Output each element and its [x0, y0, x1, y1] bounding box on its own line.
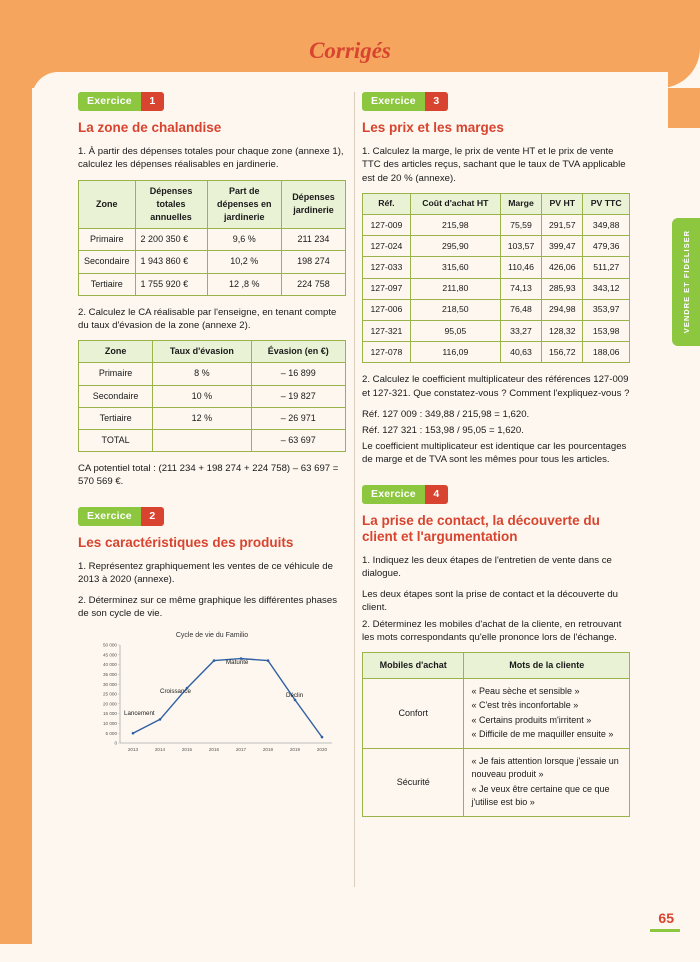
table-header-row — [79, 180, 346, 229]
list-item: « Je fais attention lorsque j'essaie un nouveau produit » — [471, 756, 619, 780]
cell: 95,05 — [410, 321, 500, 342]
exercise-3-label: Exercice — [362, 92, 425, 111]
table-row — [363, 236, 630, 257]
column-header: Zone — [79, 180, 136, 229]
exercise-2-question-2: 2. Déterminez sur ce même graphique les différentes phases de son cycle de vie. — [78, 595, 337, 620]
cell: 127-097 — [363, 278, 411, 299]
left-column — [78, 92, 346, 773]
cell: 215,98 — [410, 215, 500, 236]
column-header: Mobiles d'achat — [363, 653, 464, 679]
exercise-1-question-1: 1. À partir des dépenses totales pour chaque zone (annexe 1), calculez les dépenses réalisables en jardinerie. — [78, 146, 344, 171]
exercise-1-conclusion: CA potentiel total : (211 234 + 198 274 + 224 758) – 63 697 = 570 569 €. — [78, 463, 339, 488]
cell: 12 % — [153, 407, 251, 429]
cell-mobile: Sécurité — [363, 749, 464, 817]
exercise-4-question-2: 2. Déterminez les mobiles d'achat de la cliente, en retrouvant les mots correspondants qu'elle prononce lors de l'échange. — [362, 618, 622, 643]
cell-mots — [464, 679, 630, 749]
cell-mots — [464, 749, 630, 817]
list-item: « Difficile de me maquiller ensuite » — [471, 728, 614, 739]
cell: 9,6 % — [207, 229, 281, 251]
list-item: « Peau sèche et sensible » — [471, 686, 580, 697]
cell: 511,27 — [583, 257, 630, 278]
cell: 116,09 — [410, 342, 500, 363]
section-side-tab-label: VENDRE ET FIDÉLISER — [681, 230, 691, 334]
cell: 353,97 — [583, 299, 630, 320]
cell: Primaire — [79, 229, 136, 251]
cell: 128,32 — [542, 321, 583, 342]
table-row — [79, 251, 346, 273]
exercise-3-answer-line-2: Réf. 127 321 : 153,98 / 95,05 = 1,620. — [362, 425, 524, 437]
svg-text:15 000: 15 000 — [102, 710, 117, 716]
svg-text:2020: 2020 — [316, 746, 328, 752]
exercise-4-label: Exercice — [362, 485, 425, 504]
exercise-2-label: Exercice — [78, 507, 141, 526]
cell: 294,98 — [542, 299, 583, 320]
svg-text:45 000: 45 000 — [102, 652, 117, 658]
table-row — [79, 363, 346, 385]
list-item: « Je veux être certaine que ce que j'utilise est bio » — [471, 783, 610, 807]
column-header: Dépenses jardinerie — [281, 180, 345, 229]
exercise-1-title: La zone de chalandise — [78, 120, 222, 136]
list-item: « Certains produits m'irritent » — [471, 714, 592, 725]
exercise-3-badge — [362, 92, 630, 111]
section-side-tab — [672, 218, 700, 346]
cell: 110,46 — [500, 257, 541, 278]
cell: 479,36 — [583, 236, 630, 257]
table-row — [363, 299, 630, 320]
column-header: Coût d'achat HT — [410, 193, 500, 214]
exercise-3-answer-line-1: Réf. 127 009 : 349,88 / 215,98 = 1,620. — [362, 408, 530, 420]
svg-text:25 000: 25 000 — [102, 691, 117, 697]
cell: 127-024 — [363, 236, 411, 257]
exercise-4-question-1: 1. Indiquez les deux étapes de l'entretien de vente dans ce dialogue. — [362, 554, 612, 580]
exercise-4-title: La prise de contact, la découverte du client et l'argumentation — [362, 512, 600, 544]
cell: 295,90 — [410, 236, 500, 257]
svg-text:35 000: 35 000 — [102, 671, 117, 677]
table-row — [363, 342, 630, 363]
exercise-3-title: Les prix et les marges — [362, 120, 504, 136]
cell: 156,72 — [542, 342, 583, 363]
exercise-2-number: 2 — [141, 507, 164, 526]
cell: 75,59 — [500, 215, 541, 236]
cell: 285,93 — [542, 278, 583, 299]
list-item: « C'est très inconfortable » — [471, 700, 579, 711]
column-header: Mots de la cliente — [464, 653, 630, 679]
chart-annotation-declin: Déclin — [286, 691, 304, 699]
svg-text:10 000: 10 000 — [102, 720, 117, 726]
cell: 33,27 — [500, 321, 541, 342]
cell: 10,2 % — [207, 251, 281, 273]
cell: 127-006 — [363, 299, 411, 320]
cell: 127-033 — [363, 257, 411, 278]
exercise-1-table-1 — [78, 180, 346, 296]
cell: 2 200 350 € — [135, 229, 207, 251]
svg-text:2016: 2016 — [208, 746, 220, 752]
chart-annotation-maturite: Maturité — [226, 658, 249, 666]
right-column — [362, 92, 630, 827]
exercise-4-table — [362, 652, 630, 817]
chart-svg — [86, 639, 338, 767]
page-bottom-strip — [0, 944, 700, 962]
cell: 127-078 — [363, 342, 411, 363]
column-header: Zone — [79, 341, 153, 363]
table-row — [363, 679, 630, 749]
cell: 40,63 — [500, 342, 541, 363]
svg-text:2017: 2017 — [235, 746, 247, 752]
cell: 224 758 — [281, 273, 345, 295]
column-divider — [354, 92, 355, 887]
cell: TOTAL — [79, 430, 153, 452]
svg-text:30 000: 30 000 — [102, 681, 117, 687]
cell: – 16 899 — [251, 363, 345, 385]
svg-text:2015: 2015 — [181, 746, 193, 752]
column-header: Dépenses totales annuelles — [135, 180, 207, 229]
table-row — [363, 215, 630, 236]
table-row — [79, 273, 346, 295]
cell: 426,06 — [542, 257, 583, 278]
svg-text:20 000: 20 000 — [102, 701, 117, 707]
table-header-row — [363, 193, 630, 214]
column-header: Réf. — [363, 193, 411, 214]
column-header: Marge — [500, 193, 541, 214]
cell-mobile: Confort — [363, 679, 464, 749]
table-row — [79, 407, 346, 429]
exercise-3-question-1: 1. Calculez la marge, le prix de vente HT et le prix de vente TTC des articles reçus, sachant que le taux de TVA applicable est de 20 % (annexe). — [362, 146, 626, 184]
cell: 12 ,8 % — [207, 273, 281, 295]
cell: Primaire — [79, 363, 153, 385]
page-corner-wedge — [668, 88, 700, 128]
column-header: Taux d'évasion — [153, 341, 251, 363]
cell: 349,88 — [583, 215, 630, 236]
table-row — [79, 430, 346, 452]
cell: 153,98 — [583, 321, 630, 342]
cell: 127-321 — [363, 321, 411, 342]
chart-annotation-lancement: Lancement — [124, 709, 155, 717]
exercise-3-answer-line-3: Le coefficient multiplicateur est identique car les pourcentages de marge et de TVA sont les mêmes pour tous les articles. — [362, 441, 627, 466]
cell: Tertiaire — [79, 407, 153, 429]
svg-text:5 000: 5 000 — [105, 730, 117, 736]
exercise-1-label: Exercice — [78, 92, 141, 111]
exercise-4-badge — [362, 485, 630, 504]
cell: 211 234 — [281, 229, 345, 251]
cell: – 26 971 — [251, 407, 345, 429]
cell: Secondaire — [79, 385, 153, 407]
exercise-3-question-2: 2. Calculez le coefficient multiplicateur des références 127-009 et 127-321. Que constatez-vous ? Comment l'expliquez-vous ? — [362, 374, 630, 399]
exercise-3-table — [362, 193, 630, 364]
svg-text:40 000: 40 000 — [102, 661, 117, 667]
cell: 8 % — [153, 363, 251, 385]
exercise-2-badge — [78, 507, 346, 526]
cell: 399,47 — [542, 236, 583, 257]
exercise-1-number: 1 — [141, 92, 164, 111]
table-row — [363, 257, 630, 278]
cell: 218,50 — [410, 299, 500, 320]
cell: 188,06 — [583, 342, 630, 363]
cell: 1 755 920 € — [135, 273, 207, 295]
column-header: PV HT — [542, 193, 583, 214]
column-header: Évasion (en €) — [251, 341, 345, 363]
exercise-4-answer-1: Les deux étapes sont la prise de contact et la découverte du client. — [362, 589, 619, 614]
cell: Tertiaire — [79, 273, 136, 295]
table-row — [363, 278, 630, 299]
page-number: 65 — [658, 910, 674, 926]
cell: 343,12 — [583, 278, 630, 299]
exercise-4-number: 4 — [425, 485, 448, 504]
table-header-row — [79, 341, 346, 363]
table-row — [363, 321, 630, 342]
cell: 315,60 — [410, 257, 500, 278]
svg-text:2018: 2018 — [262, 746, 274, 752]
exercise-3-number: 3 — [425, 92, 448, 111]
svg-text:50 000: 50 000 — [102, 642, 117, 648]
exercise-1-badge — [78, 92, 346, 111]
chart-annotation-croissance: Croissance — [160, 687, 191, 695]
table-row — [79, 229, 346, 251]
exercise-2-question-1: 1. Représentez graphiquement les ventes de ce véhicule de 2013 à 2020 (annexe). — [78, 560, 333, 586]
cell: 198 274 — [281, 251, 345, 273]
exercise-2-title: Les caractéristiques des produits — [78, 534, 294, 550]
column-header: PV TTC — [583, 193, 630, 214]
column-header: Part de dépenses en jardinerie — [207, 180, 281, 229]
cell: 103,57 — [500, 236, 541, 257]
svg-text:2013: 2013 — [127, 746, 139, 752]
table-header-row — [363, 653, 630, 679]
svg-text:2014: 2014 — [154, 746, 166, 752]
cell: 1 943 860 € — [135, 251, 207, 273]
cell: 127-009 — [363, 215, 411, 236]
product-life-cycle-chart — [86, 629, 338, 769]
cell: – 19 827 — [251, 385, 345, 407]
cell: 10 % — [153, 385, 251, 407]
cell — [153, 430, 251, 452]
table-row — [363, 749, 630, 817]
page-number-rule — [650, 929, 680, 932]
cell: 291,57 — [542, 215, 583, 236]
page-left-band — [0, 0, 32, 962]
cell: 211,80 — [410, 278, 500, 299]
cell: 74,13 — [500, 278, 541, 299]
cell: 76,48 — [500, 299, 541, 320]
page-title: Corrigés — [309, 38, 391, 63]
exercise-1-table-2 — [78, 340, 346, 452]
chart-title: Cycle de vie du Familio — [175, 631, 249, 639]
svg-text:0: 0 — [114, 740, 117, 746]
svg-text:2019: 2019 — [289, 746, 301, 752]
cell: – 63 697 — [251, 430, 345, 452]
exercise-1-question-2: 2. Calculez le CA réalisable par l'enseigne, en tenant compte du taux d'évasion de la zone (annexe 2). — [78, 306, 337, 332]
table-row — [79, 385, 346, 407]
cell: Secondaire — [79, 251, 136, 273]
